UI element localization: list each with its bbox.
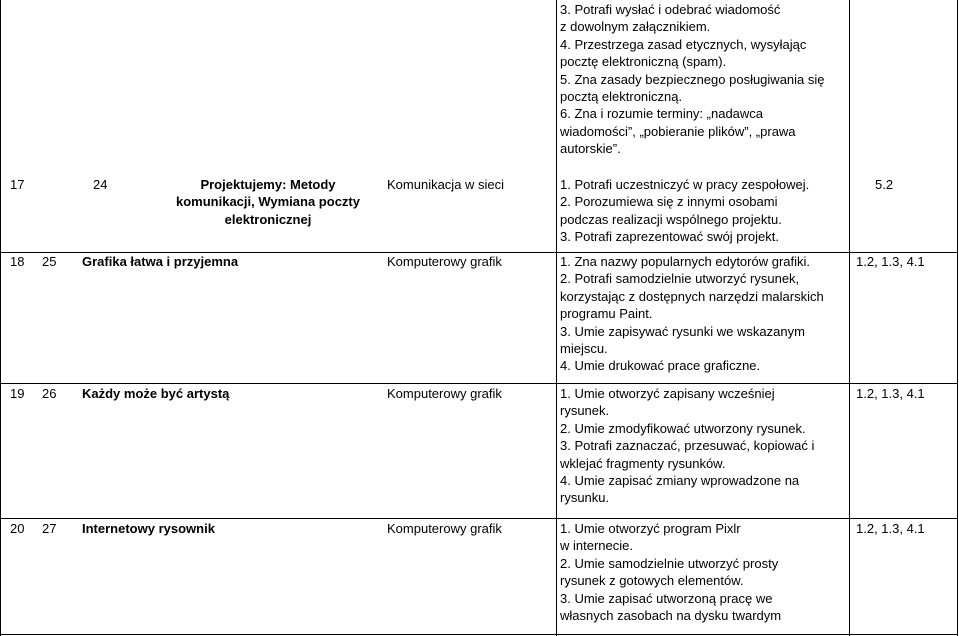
ref-20: 1.2, 1.3, 4.1 xyxy=(856,521,925,536)
text-line: korzystając z dostępnych narzędzi malarskich xyxy=(560,288,824,304)
area-17: Komunikacja w sieci xyxy=(387,177,505,192)
text-line: Każdy może być artystą xyxy=(82,386,230,401)
table-border-right xyxy=(957,0,958,636)
text-line: 3. Potrafi wysłać i odebrać wiadomość xyxy=(560,2,781,17)
text-line: wiadomości”, „pobieranie plików”, „prawa xyxy=(560,123,796,139)
text-line: podczas realizacji wspólnego projektu. xyxy=(560,211,782,227)
text-line: 3. Potrafi zaprezentować swój projekt. xyxy=(560,229,779,245)
area-18: Komputerowy grafik xyxy=(387,254,502,269)
text-line: wklejać fragmenty rysunków. xyxy=(560,455,726,471)
outcomes-list-17 xyxy=(560,176,809,246)
text-line: 2. Umie zmodyfikować utworzony rysunek. xyxy=(560,420,806,436)
text-line: 4. Przestrzega zasad etycznych, wysyłając xyxy=(560,36,807,52)
row-divider-20 xyxy=(0,518,958,519)
outcomes-list-18 xyxy=(560,253,824,375)
text-line: komunikacji, Wymiana poczty xyxy=(176,194,360,210)
text-line: 1. Zna nazwy popularnych edytorów grafiki. xyxy=(560,254,811,269)
text-line: 4. Umie zapisać zmiany wprowadzone na xyxy=(560,472,800,488)
text-line: własnych zasobach na dysku twardym xyxy=(560,607,782,623)
text-line: programu Paint. xyxy=(560,306,653,322)
text-line: 6. Zna i rozumie terminy: „nadawca xyxy=(560,106,764,122)
text-line: 5. Zna zasady bezpiecznego posługiwania się xyxy=(560,71,825,87)
outcomes-list-19 xyxy=(560,385,814,507)
text-line: miejscu. xyxy=(560,340,608,356)
text-line: 1. Umie otworzyć program Pixlr xyxy=(560,521,741,536)
row-number-17: 17 xyxy=(10,177,25,192)
topic-18 xyxy=(82,253,238,270)
row-number-20: 20 xyxy=(10,521,25,536)
text-line: 2. Potrafi samodzielnie utworzyć rysunek, xyxy=(560,271,800,287)
table-border-bottom xyxy=(0,634,958,635)
text-line: 3. Umie zapisać utworzoną pracę we xyxy=(560,590,773,606)
area-19: Komputerowy grafik xyxy=(387,386,502,401)
lesson-number-26: 26 xyxy=(42,386,57,401)
text-line: Grafika łatwa i przyjemna xyxy=(82,254,239,269)
text-line: 4. Umie drukować prace graficzne. xyxy=(560,358,761,374)
lesson-number-24: 24 xyxy=(93,177,108,192)
text-line: Internetowy rysownik xyxy=(82,521,215,536)
text-line: z dowolnym załącznikiem. xyxy=(560,19,711,35)
text-line: 2. Porozumiewa się z innymi osobami xyxy=(560,194,778,210)
column-divider-outcomes xyxy=(556,0,557,636)
column-divider-ref xyxy=(849,0,850,636)
text-line: pocztą elektroniczną. xyxy=(560,88,683,104)
text-line: 2. Umie samodzielnie utworzyć prosty xyxy=(560,555,779,571)
text-line: rysunek z gotowych elementów. xyxy=(560,573,744,589)
row-number-18: 18 xyxy=(10,254,25,269)
text-line: rysunku. xyxy=(560,490,610,506)
topic-20 xyxy=(82,520,215,537)
text-line: rysunek. xyxy=(560,403,610,419)
outcomes-list-20 xyxy=(560,520,781,624)
lesson-number-25: 25 xyxy=(42,254,57,269)
ref-18: 1.2, 1.3, 4.1 xyxy=(856,254,925,269)
row-divider-19 xyxy=(0,383,958,384)
text-line: Projektujemy: Metody xyxy=(200,177,336,192)
row-number-19: 19 xyxy=(10,386,25,401)
topic-17 xyxy=(150,176,386,228)
text-line: elektronicznej xyxy=(224,211,312,227)
text-line: 3. Umie zapisywać rysunki we wskazanym xyxy=(560,323,805,339)
ref-19: 1.2, 1.3, 4.1 xyxy=(856,386,925,401)
text-line: 1. Umie otworzyć zapisany wcześniej xyxy=(560,386,775,401)
outcomes-list-prev xyxy=(560,1,825,158)
lesson-number-27: 27 xyxy=(42,521,57,536)
text-line: autorskie”. xyxy=(560,141,621,157)
text-line: 3. Potrafi zaznaczać, przesuwać, kopiować i xyxy=(560,438,815,454)
text-line: w internecie. xyxy=(560,538,633,554)
ref-17: 5.2 xyxy=(875,177,894,192)
topic-19 xyxy=(82,385,229,402)
text-line: 1. Potrafi uczestniczyć w pracy zespołowej. xyxy=(560,177,810,192)
text-line: pocztę elektroniczną (spam). xyxy=(560,54,727,70)
area-20: Komputerowy grafik xyxy=(387,521,502,536)
table-border-left xyxy=(0,0,1,636)
